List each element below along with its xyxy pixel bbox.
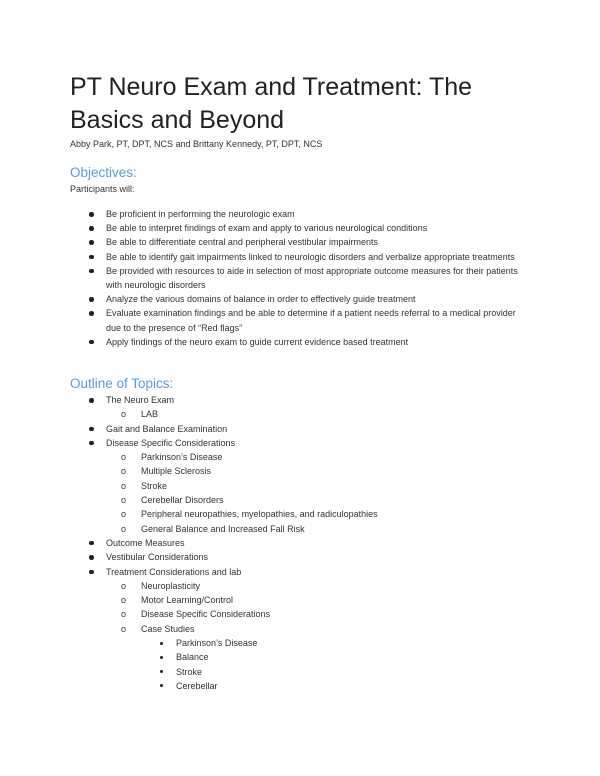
circle-bullet-icon: o [121, 609, 127, 620]
circle-bullet-icon: o [121, 509, 127, 520]
objective-text: Be able to identify gait impairments linked to neurologic disorders and verbalize appropriate treatments [106, 251, 515, 262]
objectives-intro: Participants will: [70, 184, 135, 194]
outline-item-level-1 [88, 536, 528, 550]
outline-text: Disease Specific Considerations [141, 609, 271, 620]
objective-text: Be able to differentiate central and peripheral vestibular impairments [106, 237, 378, 248]
outline-text: Gait and Balance Examination [106, 423, 228, 434]
small-bullet-icon [160, 670, 163, 673]
small-bullet-icon [160, 684, 163, 687]
bullet-icon [89, 226, 94, 231]
objective-text: Be provided with resources to aide in selection of most appropriate outcome measures for their patients with neurologic disorders [106, 265, 518, 291]
outline-item-level-3 [88, 650, 528, 664]
outline-text: LAB [141, 409, 159, 420]
objectives-list [88, 207, 528, 349]
outline-heading: Outline of Topics: [70, 376, 174, 391]
small-bullet-icon [160, 656, 163, 659]
outline-item-level-2 [88, 479, 528, 493]
bullet-icon [89, 240, 94, 245]
outline-list [88, 393, 528, 693]
objective-item [88, 235, 528, 249]
objective-item [88, 264, 528, 292]
outline-item-level-1 [88, 393, 528, 407]
outline-text: Outcome Measures [106, 537, 185, 548]
document-title: PT Neuro Exam and Treatment: The Basics and Beyond [70, 73, 473, 134]
outline-text: The Neuro Exam [106, 395, 175, 405]
bullet-icon [89, 269, 94, 274]
circle-bullet-icon: o [121, 623, 127, 634]
outline-text: Cerebellar [176, 680, 218, 691]
outline-item-level-2 [88, 464, 528, 478]
bullet-icon [89, 340, 94, 345]
outline-text: Parkinson’s Disease [141, 452, 223, 463]
outline-text: Neuroplasticity [141, 580, 201, 591]
outline-text: Vestibular Considerations [106, 552, 209, 563]
outline-item-level-1 [88, 550, 528, 564]
outline-text: Stroke [176, 666, 203, 677]
outline-item-level-3 [88, 679, 528, 693]
objective-text: Apply findings of the neuro exam to guide current evidence based treatment [106, 336, 409, 347]
objective-item [88, 335, 528, 349]
bullet-icon [89, 212, 94, 217]
circle-bullet-icon: o [121, 452, 127, 463]
circle-bullet-icon: o [121, 495, 127, 506]
bullet-icon [89, 427, 94, 432]
outline-item-level-2 [88, 493, 528, 507]
document-authors: Abby Park, PT, DPT, NCS and Brittany Kennedy, PT, DPT, NCS [70, 139, 323, 149]
bullet-icon [89, 398, 94, 403]
small-bullet-icon [160, 642, 163, 645]
objective-item [88, 207, 528, 221]
outline-item-level-1 [88, 565, 528, 579]
objective-text: Be able to interpret findings of exam and apply to various neurological conditions [106, 223, 428, 234]
outline-text: Cerebellar Disorders [141, 495, 224, 506]
outline-text: Multiple Sclerosis [141, 466, 212, 477]
outline-item-level-1 [88, 422, 528, 436]
outline-item-level-2 [88, 407, 528, 421]
objective-item [88, 292, 528, 306]
outline-item-level-2 [88, 622, 528, 636]
objectives-heading: Objectives: [70, 165, 137, 180]
outline-item-level-2 [88, 522, 528, 536]
bullet-icon [89, 570, 94, 575]
outline-item-level-2 [88, 593, 528, 607]
circle-bullet-icon: o [121, 409, 127, 420]
outline-text: General Balance and Increased Fall Risk [141, 523, 305, 534]
bullet-icon [89, 555, 94, 560]
outline-item-level-1 [88, 436, 528, 450]
objective-item [88, 221, 528, 235]
bullet-icon [89, 297, 94, 302]
outline-text: Treatment Considerations and lab [106, 566, 242, 577]
circle-bullet-icon: o [121, 580, 127, 591]
objective-text: Be proficient in performing the neurologic exam [106, 209, 295, 219]
outline-item-level-2 [88, 450, 528, 464]
outline-text: Disease Specific Considerations [106, 437, 236, 448]
outline-text: Peripheral neuropathies, myelopathies, and radiculopathies [141, 509, 378, 520]
bullet-icon [89, 255, 94, 260]
outline-item-level-2 [88, 507, 528, 521]
objective-text: Evaluate examination findings and be able to determine if a patient needs referral to a medical provider due to the presence of “Red flags” [106, 308, 516, 333]
outline-item-level-3 [88, 636, 528, 650]
objective-text: Analyze the various domains of balance in order to effectively guide treatment [106, 294, 416, 305]
bullet-icon [89, 541, 94, 546]
outline-item-level-2 [88, 579, 528, 593]
outline-text: Case Studies [141, 623, 195, 634]
circle-bullet-icon: o [121, 595, 127, 606]
outline-text: Balance [176, 652, 209, 663]
outline-text: Motor Learning/Control [141, 595, 234, 606]
outline-text: Parkinson’s Disease [176, 638, 258, 649]
circle-bullet-icon: o [121, 480, 127, 491]
circle-bullet-icon: o [121, 466, 127, 477]
outline-text: Stroke [141, 480, 168, 491]
objective-item [88, 306, 528, 334]
objective-item [88, 250, 528, 264]
bullet-icon [89, 441, 94, 446]
circle-bullet-icon: o [121, 523, 127, 534]
bullet-icon [89, 311, 94, 316]
outline-item-level-3 [88, 665, 528, 679]
outline-item-level-2 [88, 607, 528, 621]
